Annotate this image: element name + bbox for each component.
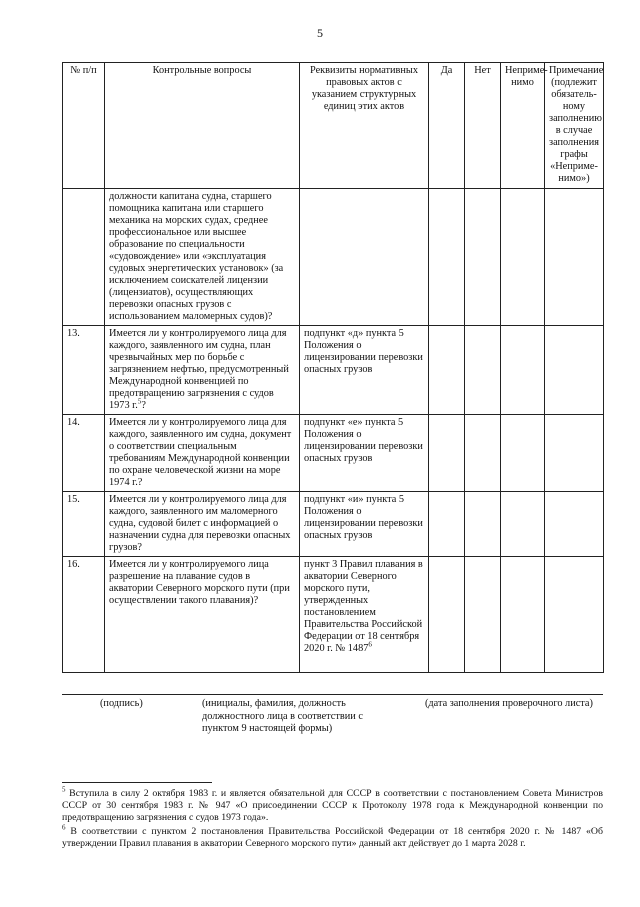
cell-num: 13.	[63, 326, 105, 415]
footnote-text: Вступила в силу 2 октября 1983 г. и является обязательной для СССР в соответствии с постановлением Совета Министров СССР от 30 сентября 1983 г. № 947 «О присоединении СССР к Протоколу 1978 года к Международной конвенции по предотвращению загрязнения с судов 1973 года».	[62, 788, 603, 823]
date-label: (дата заполнения проверочного листа)	[425, 698, 593, 709]
table-row	[63, 557, 604, 673]
table-row	[63, 415, 604, 492]
cell-yes	[429, 492, 465, 557]
header-yes: Да	[429, 63, 465, 189]
footnote-separator	[62, 782, 212, 783]
cell-question: должности капитана судна, старшего помощника капитана или старшего механика на морских судах, среднее профессиональное или высшее образование по специальности «судовождение» или «эксплуатация судовых энергетических установок» (за исключением соискателей лицензии (лицензиатов), осуществляющих перевозки опасных грузов с использованием маломерных судов)?	[105, 189, 300, 326]
table-row	[63, 326, 604, 415]
cell-question	[105, 326, 300, 415]
footnote	[62, 785, 603, 824]
header-question: Контрольные вопросы	[105, 63, 300, 189]
cell-requisites: подпункт «д» пункта 5 Положения о лицензировании перевозки опасных грузов	[300, 326, 429, 415]
cell-na	[501, 557, 545, 673]
table-row	[63, 492, 604, 557]
page-number: 5	[317, 26, 323, 40]
cell-yes	[429, 326, 465, 415]
footnote-mark: 6	[62, 823, 66, 832]
cell-note	[545, 326, 604, 415]
cell-note	[545, 492, 604, 557]
cell-note	[545, 415, 604, 492]
cell-na	[501, 492, 545, 557]
signature-label: (подпись)	[100, 698, 143, 709]
cell-yes	[429, 189, 465, 326]
signature-line	[62, 694, 603, 695]
cell-num: 15.	[63, 492, 105, 557]
cell-num	[63, 189, 105, 326]
cell-requisites: подпункт «е» пункта 5 Положения о лицензировании перевозки опасных грузов	[300, 415, 429, 492]
cell-num: 16.	[63, 557, 105, 673]
cell-question: Имеется ли у контролируемого лица для каждого, заявленного им маломерного судна, судовой билет с информацией о назначении судна для перевозки опасных грузов?	[105, 492, 300, 557]
cell-question: Имеется ли у контролируемого лица разрешение на плавание судов в акватории Северного морского пути (при осуществлении такого плавания)?	[105, 557, 300, 673]
header-num: № п/п	[63, 63, 105, 189]
footnote	[62, 823, 603, 850]
cell-no	[465, 415, 501, 492]
cell-requisites	[300, 189, 429, 326]
footnote-text: В соответствии с пунктом 2 постановления Правительства Российской Федерации от 18 сентября 2020 г. № 1487 «Об утверждении Правил плавания в акватории Северного морского пути» данный акт действует до 1 марта 2028 г.	[62, 826, 603, 849]
header-requisites: Реквизиты нормативных правовых актов с указанием структурных единиц этих актов	[300, 63, 429, 189]
question-text: Имеется ли у контролируемого лица для каждого, заявленного им судна, план чрезвычайных мер по борьбе с загрязнением нефтью, предусмотренный Международной конвенцией по предотвращению загрязнения с судов 1973 г.	[109, 328, 289, 411]
cell-yes	[429, 557, 465, 673]
cell-na	[501, 415, 545, 492]
question-end: ?	[141, 400, 146, 411]
footnote-ref: 6	[368, 640, 372, 649]
cell-na	[501, 326, 545, 415]
table-row-continuation	[63, 189, 604, 326]
cell-note	[545, 557, 604, 673]
footnote-ref: 5	[137, 397, 142, 406]
cell-yes	[429, 415, 465, 492]
cell-num: 14.	[63, 415, 105, 492]
table-header-row	[63, 63, 604, 189]
cell-requisites	[300, 557, 429, 673]
cell-note	[545, 189, 604, 326]
cell-requisites: подпункт «и» пункта 5 Положения о лицензировании перевозки опасных грузов	[300, 492, 429, 557]
cell-no	[465, 189, 501, 326]
header-no: Нет	[465, 63, 501, 189]
footnotes	[62, 785, 603, 852]
requisites-text: пункт 3 Правил плавания в акватории Северного морского пути, утвержденных постановлением Правительства Российской Федерации от 18 сентября 2020 г. № 1487	[304, 559, 423, 654]
header-na: Неприме-нимо	[501, 63, 545, 189]
name-position-label: (инициалы, фамилия, должность должностного лица в соответствии с пунктом 9 настоящей формы)	[202, 698, 363, 734]
cell-no	[465, 557, 501, 673]
cell-no	[465, 492, 501, 557]
header-note: Примечание (подлежит обязатель-ному заполнению в случае заполнения графы «Неприме-нимо»)	[545, 63, 604, 189]
cell-question: Имеется ли у контролируемого лица для каждого, заявленного им судна, документ о соответствии специальным требованиям Международной конвенции по охране человеческой жизни на море 1974 г.?	[105, 415, 300, 492]
checklist-table	[62, 62, 604, 673]
footnote-mark: 5	[62, 785, 66, 794]
cell-na	[501, 189, 545, 326]
cell-no	[465, 326, 501, 415]
